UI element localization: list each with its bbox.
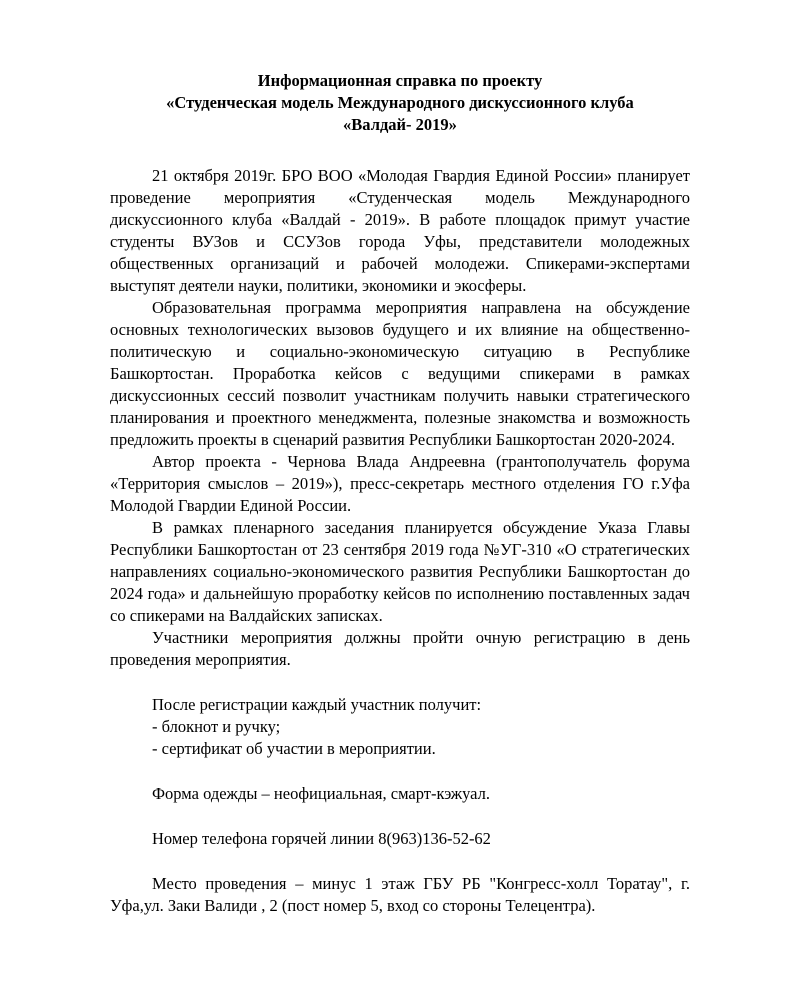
title-line-3: «Валдай- 2019»	[343, 115, 457, 134]
title-line-1: Информационная справка по проекту	[257, 71, 543, 90]
list-item-notebook: - блокнот и ручку;	[152, 717, 281, 736]
paragraph-after-registration: После регистрации каждый участник получит:	[152, 695, 482, 714]
document-title	[110, 70, 690, 136]
list-item-certificate: - сертификат об участии в мероприятии.	[152, 739, 436, 758]
paragraph-venue: Место проведения – минус 1 этаж ГБУ РБ "Конгресс-холл Торатау", г. Уфа,ул. Заки Валиди , 2 (пост номер 5, вход со стороны Телецентра).	[110, 874, 690, 915]
paragraph-plenary: В рамках пленарного заседания планируется обсуждение Указа Главы Республики Башкортостан от 23 сентября 2019 года №УГ-310 «О стратегических направлениях социально-экономического развития Республики Башкортостан до 2024 года» и дальнейшую проработку кейсов по исполнению поставленных задач со спикерами на Валдайских записках.	[110, 518, 690, 625]
paragraph-intro: 21 октября 2019г. БРО ВОО «Молодая Гвардия Единой России» планирует проведение мероприятия «Студенческая модель Международного дискуссионного клуба «Валдай - 2019». В работе площадок примут участие студенты ВУЗов и ССУЗов города Уфы, представители молодежных общественных организаций и рабочей молодежи. Спикерами-экспертами выступят деятели науки, политики, экономики и экосферы.	[110, 166, 690, 295]
title-line-2: «Студенческая модель Международного дискуссионного клуба	[166, 93, 634, 112]
paragraph-hotline: Номер телефона горячей линии 8(963)136-52-62	[152, 829, 491, 848]
paragraph-dress-code: Форма одежды – неофициальная, смарт-кэжуал.	[152, 784, 490, 803]
paragraph-registration: Участники мероприятия должны пройти очную регистрацию в день проведения мероприятия.	[110, 628, 690, 669]
paragraph-program: Образовательная программа мероприятия направлена на обсуждение основных технологических вызовов будущего и их влияние на общественно-политическую и социально-экономическую ситуацию в Республике Башкортостан. Проработка кейсов с ведущими спикерами в рамках дискуссионных сессий позволит участникам получить навыки стратегического планирования и проектного менеджмента, полезные знакомства и возможность предложить проекты в сценарий развития Республики Башкортостан 2020-2024.	[110, 298, 690, 449]
paragraph-author: Автор проекта - Чернова Влада Андреевна (грантополучатель форума «Территория смыслов – 2019»), пресс-секретарь местного отделения ГО г.Уфа Молодой Гвардии Единой России.	[110, 452, 690, 515]
